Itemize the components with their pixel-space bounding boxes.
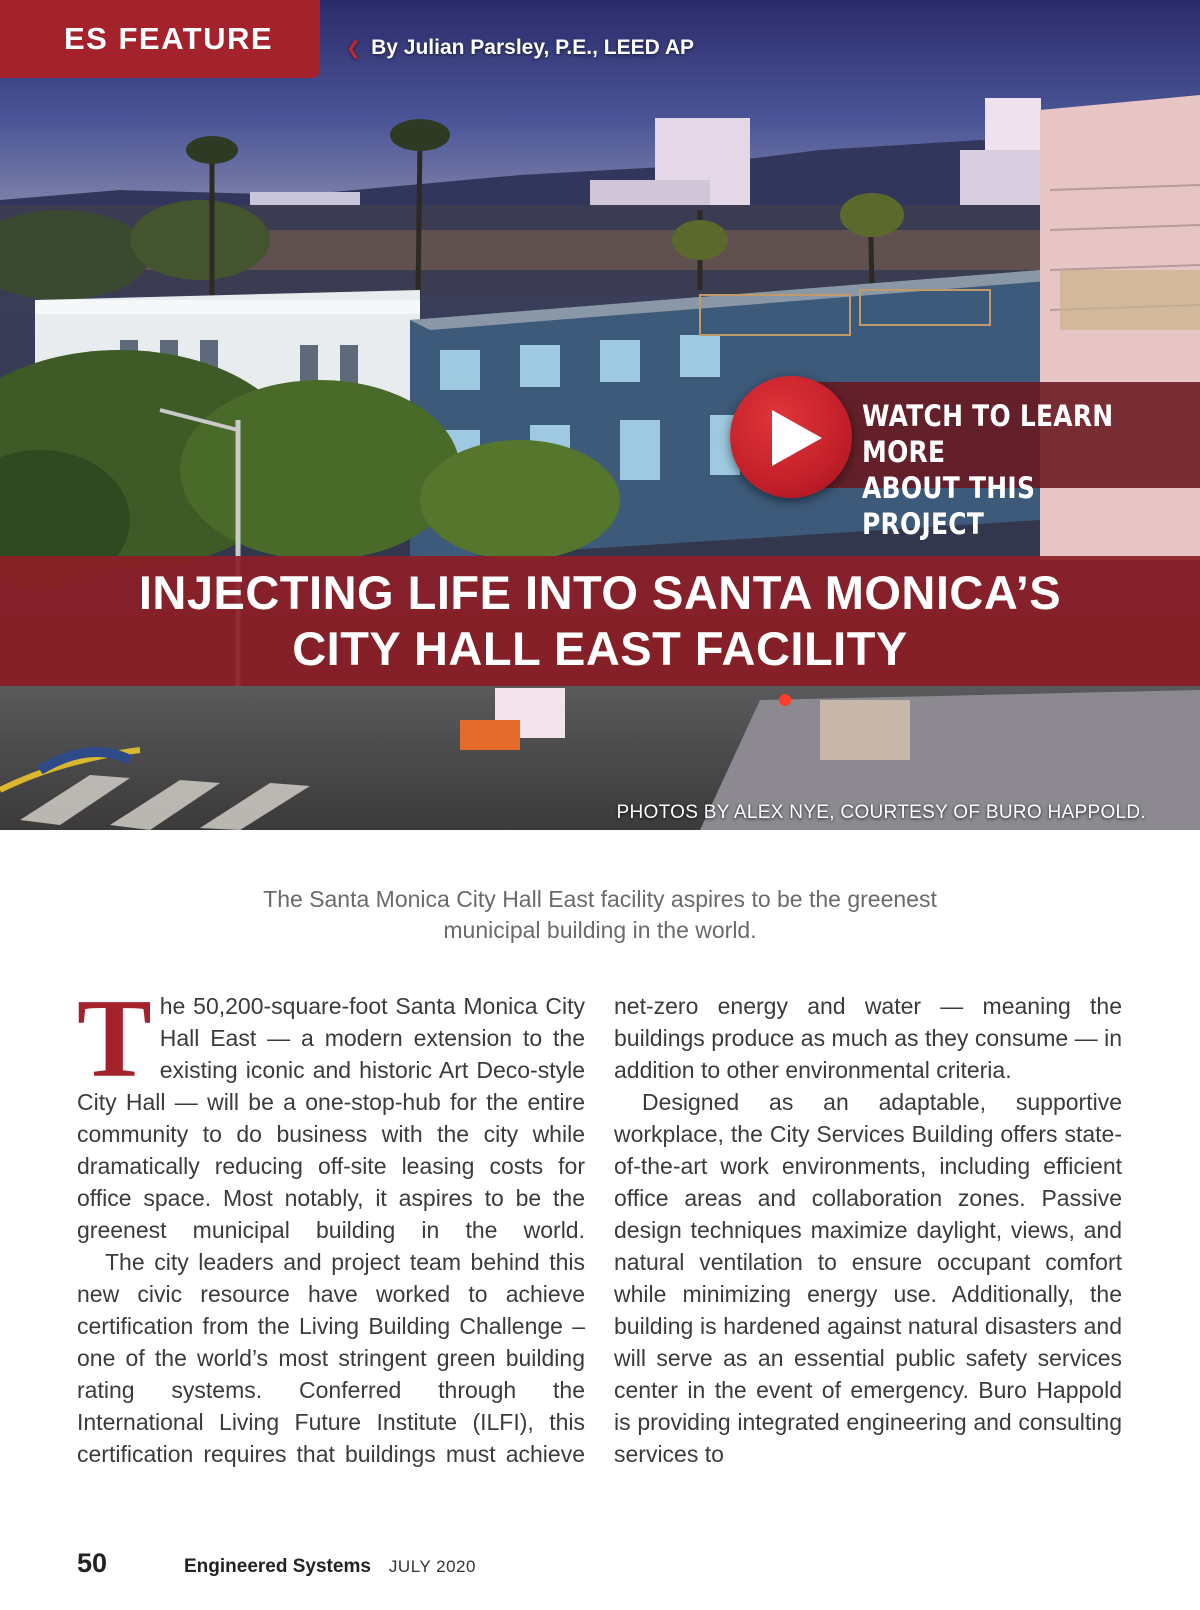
body-column-right <box>614 990 1122 1470</box>
byline-text: By Julian Parsley, P.E., LEED AP <box>371 36 695 59</box>
section-label-tab <box>0 0 320 78</box>
body-paragraph-3: Designed as an adaptable, supportive workplace, the City Services Building offers state-of-the-art work environments, including efficient office areas and collaboration zones. Passive design techniques maximize daylight, views, and natural ventilation to ensure occupant comfort while minimizing energy use. Additionally, the building is hardened against natural disasters and will serve as an essential public safety services center in the event of emergency. Buro Happold is providing integrated engineering and consulting services to <box>614 1089 1122 1467</box>
headline-line1: INJECTING LIFE INTO SANTA MONICA’S <box>138 566 1062 619</box>
video-cta-text[interactable] <box>862 398 1146 542</box>
body-paragraph-1 <box>77 977 585 1246</box>
headline-line2: CITY HALL EAST FACILITY <box>292 622 908 675</box>
deck <box>180 884 1020 946</box>
publication-name: Engineered Systems <box>184 1556 371 1577</box>
video-cta-line2: ABOUT THIS PROJECT <box>862 471 1036 541</box>
issue-date: JULY 2020 <box>388 1557 476 1576</box>
section-label: ES FEATURE <box>64 21 274 56</box>
body-paragraph-2: The city leaders and project team behind this new civic resource have worked to achieve certification from the Living Building Challenge – one of the world’s most stringent green building rating systems. Conferred through the International Living Future Institute (ILFI), this certification requires that buildings must achieve <box>77 1249 585 1467</box>
headline-band <box>0 556 1200 686</box>
page-number: 50 <box>77 1548 108 1578</box>
body-paragraph-2-continued: net-zero energy and water — meaning the buildings produce as much as they consume — in addition to other environmental criteria. <box>614 993 1122 1083</box>
deck-line2: municipal building in the world. <box>443 917 757 943</box>
watch-video-button[interactable] <box>730 380 1200 541</box>
body-paragraph-1-text: he 50,200-square-foot Santa Monica City Hall East — a modern extension to the existing iconic and historic Art Deco-style City Hall — will be a one-stop-hub for the entire community to do business with the city while dramatically reducing off-site leasing costs for office space. Most notably, it aspires to be the greenest municipal building in the world. <box>77 993 585 1243</box>
video-cta-line1: WATCH TO LEARN MORE <box>862 399 1114 469</box>
byline <box>346 36 694 60</box>
chevron-left-icon: ❮ <box>346 38 362 58</box>
drop-cap: T <box>77 977 152 1101</box>
play-icon[interactable] <box>730 376 852 498</box>
body-column-left <box>77 977 585 1470</box>
deck-line1: The Santa Monica City Hall East facility aspires to be the greenest <box>263 886 937 912</box>
page-footer <box>77 1548 476 1579</box>
photo-credit: PHOTOS BY ALEX NYE, COURTESY OF BURO HAPPOLD. <box>616 802 1146 823</box>
